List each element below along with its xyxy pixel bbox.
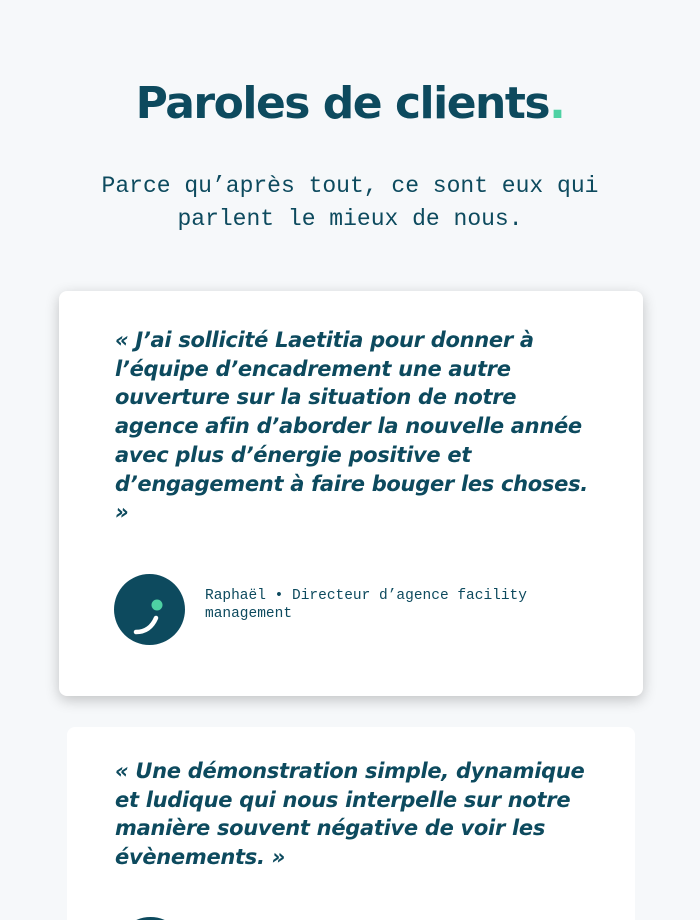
title-accent-dot: . [549, 78, 565, 129]
section-subtitle: Parce qu’après tout, ce sont eux qui parlent le mieux de nous. [101, 173, 599, 232]
brand-logo-icon [114, 574, 185, 645]
testimonial-quote: « Une démonstration simple, dynamique et ludique qui nous interpelle sur notre manière souvent négative de voir les évènements. » [115, 759, 585, 870]
testimonial-card [59, 291, 643, 696]
testimonial-author: Raphaël • Directeur d’agence facility management [205, 588, 527, 622]
testimonial-card [67, 727, 635, 920]
testimonial-quote: « J’ai sollicité Laetitia pour donner à l’équipe d’encadrement une autre ouverture sur la situation de notre agence afin d’aborder la nouvelle année avec plus d’énergie positive et d’engagement à faire bouger les choses. » [115, 328, 588, 525]
section-title-text: Paroles de clients [135, 78, 550, 129]
section-title [0, 78, 700, 129]
